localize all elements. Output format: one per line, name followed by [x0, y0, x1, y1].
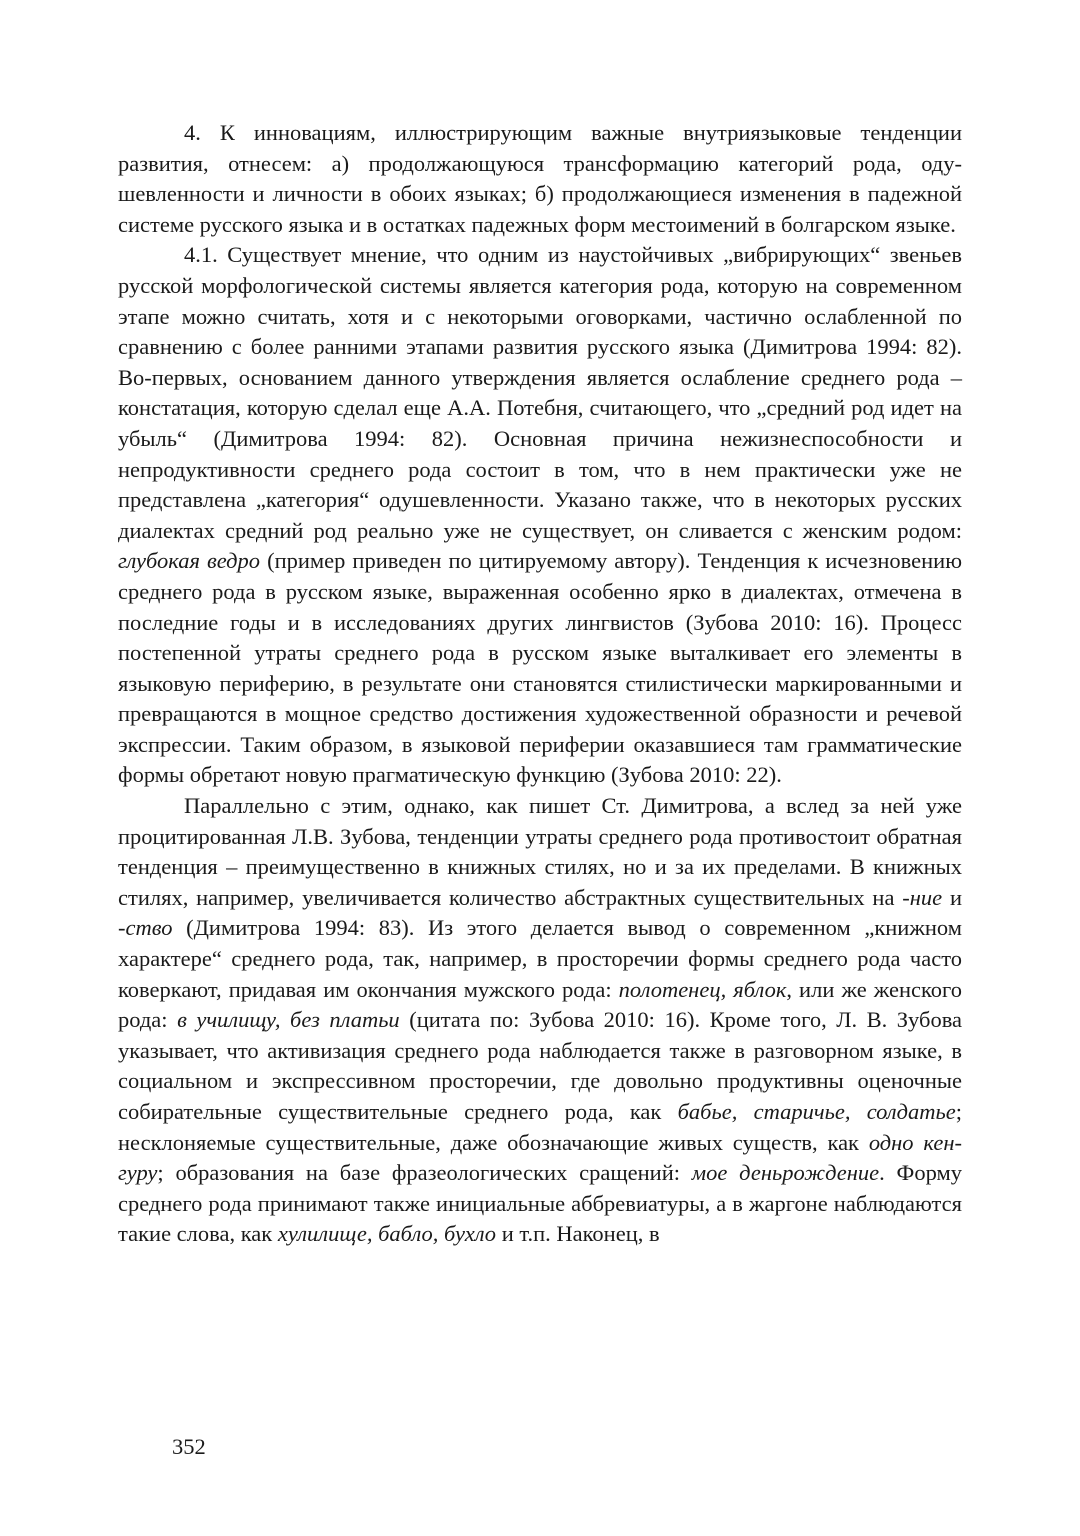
- italic-example: глубокая ведро: [118, 548, 261, 574]
- page-body: [118, 118, 962, 1250]
- text-run: 4.1. Существует мнение, что одним из наустойчивых „вибрирующих“ звеньев русской морфологической системы является категория рода, которую на современном этапе можно считать, хотя и с некоторыми оговорками, частично ослабленной по сравнению с более ранними этапами развития русского языка (Димитрова 1994: 82). Во-первых, основанием данного утверждения является ослабление среднего рода – констатация, которую сделал еще А.А. Потебня, считающего, что „средний род идет на убыль“ (Димитрова 1994: 82). Основная причина нежизнеспособности и непродуктивности среднего рода состоит в том, что в нем практически уже не представлена „категория“ одушевленности. Указано также, что в некоторых русских диалектах средний род реально уже не существует, он сливается с женским родом:: [118, 242, 962, 543]
- italic-example: одно кенгуру: [118, 1129, 962, 1186]
- page-number: 352: [172, 1434, 206, 1459]
- italic-example: -ство: [118, 915, 173, 941]
- italic-example: в училищу, без платьи: [177, 1007, 400, 1033]
- text-run: (цитата по: Зубова 2010: 16). Кроме того, Л. В. Зубова указывает, что активизация среднего рода наблюдается также в разговорном языке, в социальном и экспрессивном просторечии, где довольно продуктивны оценочные собирательные существительные среднего рода, как: [118, 1007, 963, 1124]
- italic-example: мое деньрождение: [691, 1160, 880, 1186]
- text-run: (Димитрова 1994: 83). Из этого делается вывод о современном „книжном характере“ среднего рода, так, например, в просторечии формы среднего рода часто коверкают, придавая им окончания мужского рода:: [118, 915, 962, 1002]
- italic-example: бабье, старичье, солдатье: [677, 1099, 956, 1124]
- paragraph-2: [118, 240, 962, 791]
- text-run: 4. К инновациям, иллюстрирующим важные внутриязыковые тенденции развития, отнесем: а) продолжающуюся трансформацию категорий рода, одушевленности и личности в обоих языках; б) продолжающиеся изменения в падежной системе русского языка и в остатках падежных форм местоимений в болгарском языке.: [118, 120, 962, 237]
- italic-example: полотенец, яблок: [618, 976, 787, 1002]
- italic-example: -ние: [902, 884, 943, 910]
- text-run: (пример приведен по цитируемому автору). Тенденция к исчезновению среднего рода в русском языке, выраженная особенно ярко в диалектах, отмечена в последние годы и в исследованиях других лингвистов (Зубова 2010: 16). Процесс постепенной утраты среднего рода в русском языке выталкивает его элементы в языковую периферию, в результате они становятся стилистически маркированными и превращаются в мощное средство достижения художественной образности и речевой экспрессии. Таким образом, в языковой периферии оказавшиеся там грамматические формы обретают новую прагматическую функцию (Зубова 2010: 22).: [118, 548, 962, 788]
- text-run: ; образования на базе фразеологических сращений:: [157, 1160, 692, 1186]
- text-run: , или же женского рода:: [118, 976, 962, 1033]
- paragraph-3: [118, 791, 962, 1250]
- text-run: Параллельно с этим, однако, как пишет Ст. Димитрова, а вслед за ней уже процитированная Л.В. Зубова, тенденции утраты среднего рода противостоит обратная тенденция – преимущественно в книжных стилях, но и за их пределами. В книжных стилях, например, увеличивается количество абстрактных существительных на: [118, 793, 962, 910]
- text-run: . Форму среднего рода принимают также инициальные аббревиатуры, а в жаргоне наблюдаются такие слова, как: [118, 1160, 962, 1247]
- text-run: и: [942, 884, 962, 910]
- text-run: ; несклоняемые существительные, даже обозначающие живых существ, как: [118, 1099, 962, 1155]
- text-run: и т.п. Наконец, в: [496, 1221, 660, 1247]
- paragraph-1: [118, 118, 962, 240]
- italic-example: хулилище, бабло, бухло: [277, 1221, 497, 1247]
